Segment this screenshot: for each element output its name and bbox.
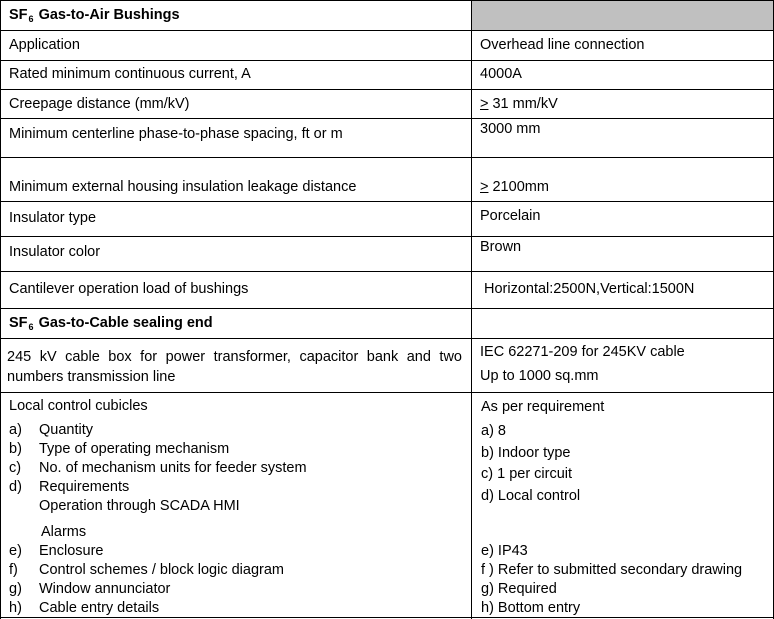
row-value-cantilever-load: Horizontal:2500N,Vertical:1500N bbox=[484, 281, 695, 297]
list-item: c) 1 per circuit bbox=[481, 466, 573, 482]
grid-line bbox=[0, 89, 774, 90]
list-item: c) No. of mechanism units for feeder system bbox=[9, 460, 307, 476]
section-title-gas-to-air: $SF_6$ Gas-to-Air Bushings bbox=[9, 7, 180, 24]
list-item: f ) Refer to submitted secondary drawing bbox=[481, 562, 743, 578]
list-item: a) Quantity bbox=[9, 422, 93, 438]
row-value-cable-standard: IEC 62271-209 for 245KV cable bbox=[480, 344, 685, 360]
row-value-insulator-color: Brown bbox=[480, 239, 522, 255]
header-shaded-cell bbox=[472, 1, 774, 30]
grid-line bbox=[0, 271, 774, 272]
list-item: d) Requirements bbox=[9, 479, 130, 495]
row-label-cable-box: 245 kV cable box for power transformer, capacitor bank and two numbers transmission line bbox=[7, 349, 462, 385]
list-item: g) Required bbox=[481, 581, 557, 597]
list-item: b) Indoor type bbox=[481, 444, 571, 461]
list-item: d) Local control bbox=[481, 487, 581, 504]
grid-line bbox=[0, 392, 774, 393]
list-item: f) Control schemes / block logic diagram bbox=[9, 562, 284, 578]
list-item: e) IP43 bbox=[481, 543, 528, 559]
row-value-creepage-distance: > 31 mm/kV bbox=[480, 96, 558, 112]
row-value-insulator-type: Porcelain bbox=[480, 208, 541, 224]
row-label-cantilever-load: Cantilever operation load of bushings bbox=[9, 281, 249, 297]
list-item: a) 8 bbox=[481, 423, 506, 439]
grid-line bbox=[0, 338, 774, 339]
lcc-values-e-h-cell bbox=[481, 542, 773, 617]
grid-line bbox=[0, 30, 774, 31]
row-value-leakage-distance: > 2100mm bbox=[480, 179, 549, 195]
list-item: h) Cable entry details bbox=[9, 600, 160, 616]
row-value-application: Overhead line connection bbox=[480, 37, 645, 53]
grid-line bbox=[0, 60, 774, 61]
grid-line bbox=[0, 118, 774, 119]
lcc-values-a-d bbox=[481, 421, 580, 507]
grid-line bbox=[0, 0, 1, 619]
grid-line bbox=[0, 236, 774, 237]
lcc-list-e-h bbox=[9, 542, 284, 618]
section-title-gas-to-cable: $SF_6$ Gas-to-Cable sealing end bbox=[9, 315, 213, 332]
grid-line bbox=[471, 0, 472, 619]
lcc-alarms: Alarms bbox=[41, 524, 87, 540]
row-label-rated-current: Rated minimum continuous current, A bbox=[9, 66, 251, 82]
grid-line bbox=[0, 201, 774, 202]
lcc-values-e-h bbox=[481, 542, 742, 617]
grid-line bbox=[0, 157, 774, 158]
grid-line bbox=[0, 0, 774, 1]
row-value-phase-spacing: 3000 mm bbox=[480, 121, 541, 137]
list-item: h) Bottom entry bbox=[481, 600, 581, 616]
row-label-phase-spacing: Minimum centerline phase-to-phase spacing, ft or m bbox=[9, 126, 343, 142]
row-value-rated-current: 4000A bbox=[480, 66, 522, 82]
row-label-leakage-distance: Minimum external housing insulation leakage distance bbox=[9, 179, 357, 195]
list-item: g) Window annunciator bbox=[9, 581, 171, 597]
list-item: Operation through SCADA HMI bbox=[39, 498, 240, 514]
lcc-title: Local control cubicles bbox=[9, 398, 148, 414]
lcc-values-a-d-cell bbox=[481, 421, 773, 511]
list-item: e) Enclosure bbox=[9, 543, 104, 559]
row-value-cable-size: Up to 1000 sq.mm bbox=[480, 368, 599, 384]
row-label-insulator-color: Insulator color bbox=[9, 244, 101, 260]
row-label-insulator-type: Insulator type bbox=[9, 210, 97, 226]
row-label-application: Application bbox=[9, 37, 80, 53]
grid-line bbox=[0, 308, 774, 309]
lcc-value-title: As per requirement bbox=[481, 399, 605, 415]
lcc-list-a-d bbox=[9, 421, 307, 516]
list-item: b) Type of operating mechanism bbox=[9, 441, 230, 457]
row-label-creepage-distance: Creepage distance (mm/kV) bbox=[9, 96, 190, 112]
